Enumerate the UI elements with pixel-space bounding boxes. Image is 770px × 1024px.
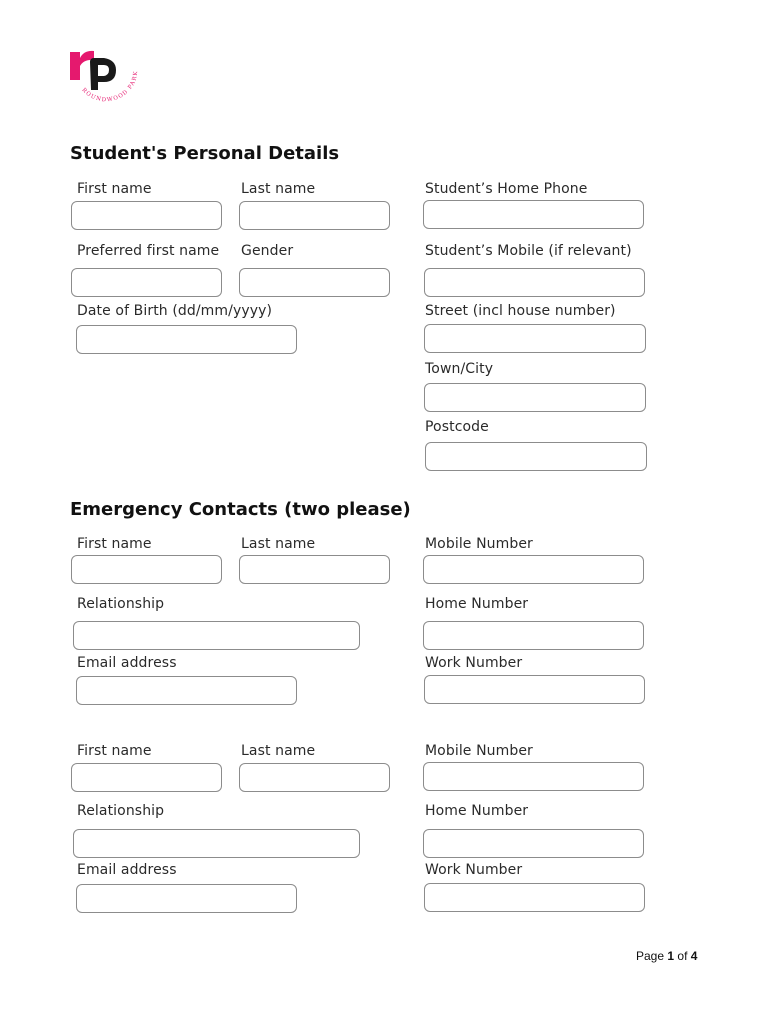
contact2-mobile-label: Mobile Number <box>425 743 533 759</box>
first-name-label: First name <box>77 181 152 197</box>
contact1-relationship-field[interactable] <box>73 621 360 650</box>
contact2-relationship-field[interactable] <box>73 829 360 858</box>
page-word: Page <box>636 949 665 963</box>
town-field[interactable] <box>424 383 646 412</box>
contact2-mobile-field[interactable] <box>423 762 644 791</box>
total-pages: 4 <box>690 949 698 963</box>
contact1-work-label: Work Number <box>425 655 523 671</box>
street-label: Street (incl house number) <box>425 303 616 319</box>
town-label: Town/City <box>425 361 494 377</box>
mobile-label: Student’s Mobile (if relevant) <box>425 243 632 259</box>
contact2-email-label: Email address <box>77 862 177 878</box>
contact2-last-name-field[interactable] <box>239 763 390 792</box>
emergency-contacts-heading: Emergency Contacts (two please) <box>70 499 411 520</box>
contact1-last-name-label: Last name <box>241 536 316 552</box>
contact1-work-field[interactable] <box>424 675 645 704</box>
contact1-first-name-label: First name <box>77 536 152 552</box>
contact1-last-name-field[interactable] <box>239 555 390 584</box>
contact2-first-name-label: First name <box>77 743 152 759</box>
contact1-home-field[interactable] <box>423 621 644 650</box>
preferred-first-name-label: Preferred first name <box>77 243 220 259</box>
contact1-home-label: Home Number <box>425 596 529 612</box>
contact2-home-label: Home Number <box>425 803 529 819</box>
logo-ring-text: ROUNDWOOD PARK <box>80 70 140 104</box>
school-logo <box>60 38 140 108</box>
dob-field[interactable] <box>76 325 297 354</box>
page-number <box>636 949 697 963</box>
contact1-first-name-field[interactable] <box>71 555 222 584</box>
contact2-work-field[interactable] <box>424 883 645 912</box>
contact1-email-label: Email address <box>77 655 177 671</box>
preferred-first-name-field[interactable] <box>71 268 222 297</box>
dob-label: Date of Birth (dd/mm/yyyy) <box>77 303 273 319</box>
contact2-first-name-field[interactable] <box>71 763 222 792</box>
home-phone-field[interactable] <box>423 200 644 229</box>
contact1-mobile-label: Mobile Number <box>425 536 533 552</box>
contact2-last-name-label: Last name <box>241 743 316 759</box>
mobile-field[interactable] <box>424 268 645 297</box>
current-page: 1 <box>667 949 675 963</box>
contact1-email-field[interactable] <box>76 676 297 705</box>
of-word: of <box>677 949 688 963</box>
street-field[interactable] <box>424 324 646 353</box>
contact2-work-label: Work Number <box>425 862 523 878</box>
last-name-label: Last name <box>241 181 316 197</box>
postcode-label: Postcode <box>425 419 489 435</box>
last-name-field[interactable] <box>239 201 390 230</box>
contact1-relationship-label: Relationship <box>77 596 165 612</box>
home-phone-label: Student’s Home Phone <box>425 181 588 197</box>
contact2-relationship-label: Relationship <box>77 803 165 819</box>
contact2-email-field[interactable] <box>76 884 297 913</box>
personal-details-heading: Student's Personal Details <box>70 143 340 164</box>
postcode-field[interactable] <box>425 442 647 471</box>
gender-field[interactable] <box>239 268 390 297</box>
contact1-mobile-field[interactable] <box>423 555 644 584</box>
first-name-field[interactable] <box>71 201 222 230</box>
contact2-home-field[interactable] <box>423 829 644 858</box>
gender-label: Gender <box>241 243 294 259</box>
